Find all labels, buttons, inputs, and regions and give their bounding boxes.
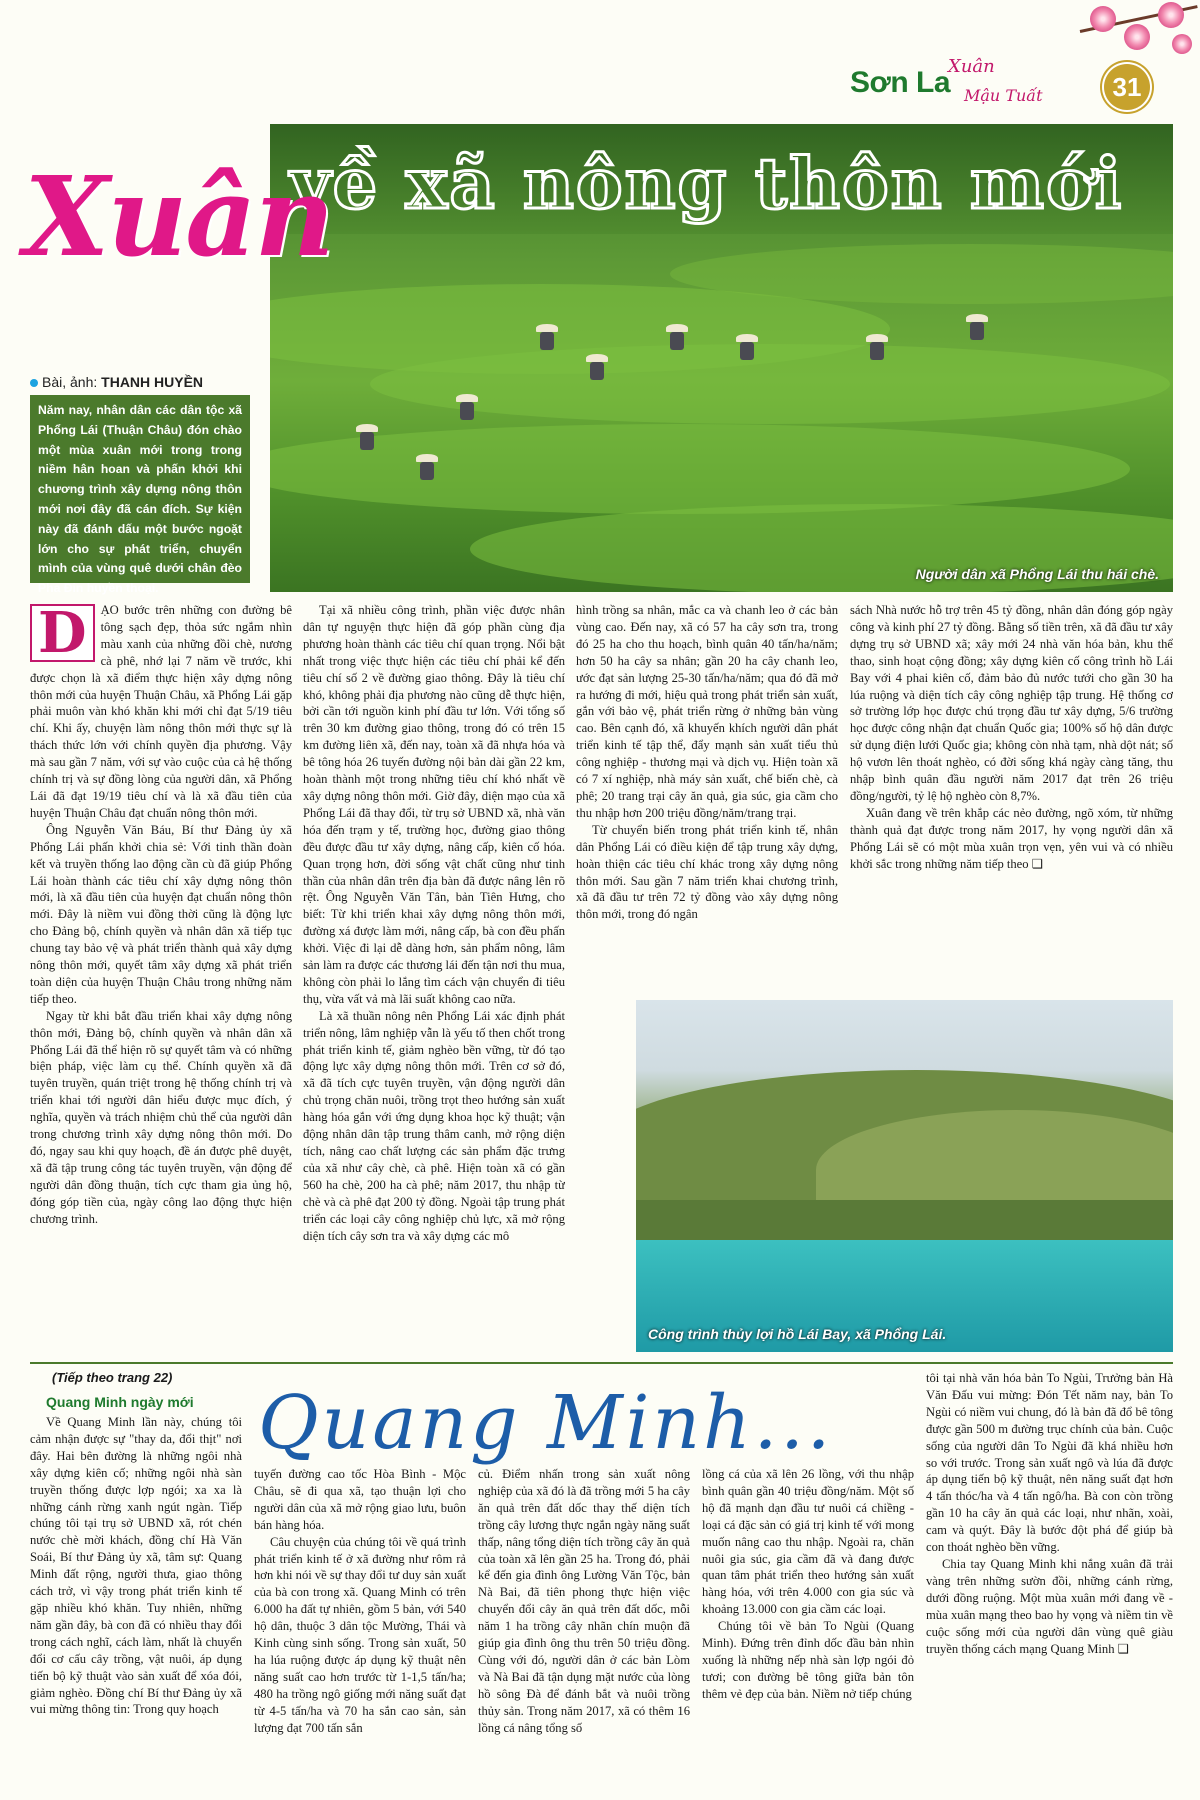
lake-photo bbox=[636, 1000, 1173, 1352]
paragraph: Chia tay Quang Minh khi nắng xuân đã trải vàng trên những sườn đồi, những cánh rừng, dưới đồng ruộng. Một mùa xuân mới đang về - mùa xuân mạng theo bao hy vọng và niềm tin về cuộc sống mới của người dân vùng quê giàu truyền thống cách mạng Quang Minh ❑ bbox=[926, 1556, 1173, 1656]
masthead-region: Sơn La bbox=[850, 66, 951, 99]
masthead-edition-year: Mậu Tuất bbox=[964, 86, 1043, 105]
photo2-caption: Công trình thủy lợi hồ Lái Bay, xã Phổng Lái. bbox=[648, 1326, 947, 1342]
byline-author: THANH HUYỀN bbox=[101, 374, 204, 390]
article1-column-2 bbox=[303, 602, 565, 1354]
blossom-decoration bbox=[1080, 0, 1200, 60]
paragraph: Về Quang Minh lần này, chúng tôi cảm nhận được sự "thay da, đổi thịt" nơi đây. Hai bên đường là những ngôi nhà xây dựng kiên cố; những ngôi nhà sàn truyền thống được lợp ngói; xa xa là những cánh rừng xanh ngút ngàn. Tiếp chúng tôi tại trụ sở UBND xã, rót chén nước chè mời khách, đồng chí Hà Văn Soái, Bí thư Đảng ủy xã, tâm sự: Quang Minh đất rộng, người thưa, giao thông cách trở, vì vậy trong phát triển kinh tế gặp nhiều khó khăn. Tuy nhiên, những năm gần đây, bà con đã có nhiều thay đổi trong cách nghĩ, cách làm, nhất là chuyển đổi cơ cấu cây trồng, vật nuôi, áp dụng tiến bộ kỹ thuật vào sản xuất để xóa đói, giảm nghèo. Đồng chí Bí thư Đảng ủy xã vui mừng thông tin: Trong quy hoạch bbox=[30, 1415, 242, 1717]
article1-column-3 bbox=[576, 602, 838, 994]
byline-prefix: Bài, ảnh: bbox=[42, 374, 98, 390]
dropcap: D bbox=[30, 604, 95, 662]
paragraph: sách Nhà nước hỗ trợ trên 45 tỷ đồng, nhân dân đóng góp ngày công và kinh phí 27 tỷ đồng. Bằng số tiền trên, xã đã đầu tư xây dựng trụ sở UBND xã; xây mới 24 nhà văn hóa bản, khu thể thao, sinh hoạt cộng đồng; xây dựng kiên cố công trình hồ Lái Bay với 4 phai kiên cố, đảm bảo đủ nước tưới cho gần 30 ha lúa ruộng và diện tích cây công nghiệp tập trung. Hệ thống cơ sở trường lớp học được chú trọng đầu tư xây dựng, 5/6 trường học được công nhận đạt chuẩn Quốc gia; 100% số hộ dân được sử dụng điện lưới Quốc gia; không còn nhà tạm, nhà dột nát; số hộ vươn lên thoát nghèo, có đời sống khá ngày càng tăng, thu nhập bình quân đầu người năm 2017 đạt trên 26 triệu đồng/người, tỷ lệ hộ nghèo còn 8,7%. bbox=[850, 603, 1173, 803]
masthead-edition-xuan: Xuân bbox=[948, 56, 995, 77]
paragraph: Tại xã nhiều công trình, phần việc được nhân dân tự nguyện thực hiện đã góp phần cùng địa phương hoàn thành các tiêu chí quan trọng. Nổi bật nhất trong việc thực hiện các tiêu chí phải kể đến tiêu chí số 2 về đường giao thông. Đây là tiêu chí khó, không phải địa phương nào cũng dễ thực hiện, bởi cần tới nguồn kinh phí đầu tư lớn. Với tổng số trên 30 km đường giao thông, trong đó có trên 15 km đường liên xã, đến nay, toàn xã đã nhựa hóa và bê tông hóa 26 tuyến đường nội bản dài gần 22 km, hoàn thành một trong những tiêu chí khó nhất về xây dựng nông thôn mới. Giờ đây, diện mạo của xã Phổng Lái đã thay đổi, từ trụ sở UBND xã, nhà văn hóa đến trạm y tế, trường học, đường giao thông đều được đầu tư xây dựng, nâng cấp, kiên cố hóa. Quan trọng hơn, đời sống vật chất cũng như tinh thần của nhân dân trên địa bàn đã được nâng lên rõ rệt. Ông Nguyễn Văn Tân, bản Tiên Hưng, cho biết: Từ khi triển khai xây dựng nông thôn mới, đường xá được làm mới, nâng cấp, bà con đều phấn khởi. Việc đi lại dễ dàng hơn, sản phẩm nông, lâm sản làm ra được các thương lái đến tận nơi thu mua, không còn phải lo lắng tìm cách vận chuyển đi tiêu thụ, vừa vất vả mà lãi suất không cao nữa. bbox=[303, 603, 565, 1006]
section-divider bbox=[30, 1362, 1173, 1364]
article2-title: Quang Minh... bbox=[258, 1380, 834, 1466]
paragraph: tôi tại nhà văn hóa bản To Ngùi, Trưởng bản Hà Văn Đấu vui mừng: Đón Tết năm nay, bản To Ngùi có niềm vui chung, đó là bản đã đổ bê tông được gần 500 m đường trục chính của bản. Cuộc sống của người dân To Ngùi đã khá nhiều hơn so với trước. Trong sản xuất ngô và lúa đã được áp dụng tiến bộ kỹ thuật, nên năng suất đạt hơn 4 tấn thóc/ha và 4 tấn ngô/ha. Bà con còn trồng gần 10 ha cây ăn quả các loại, như nhãn, xoài, cam và quýt. Đây là bước đột phá để giúp bà con thoát nghèo bền vững. bbox=[926, 1371, 1173, 1555]
paragraph: Xuân đang về trên khắp các nẻo đường, ngõ xóm, từ những thành quả đạt được trong năm 2017, hy vọng người dân xã Phổng Lái sẽ có một mùa xuân trọn vẹn, yên vui và có nhiều khởi sắc trong những năm tiếp theo ❑ bbox=[850, 805, 1173, 871]
paragraph: lồng cá của xã lên 26 lồng, với thu nhập bình quân gần 40 triệu đồng/năm. Một số hộ đã mạnh dạn đầu tư nuôi cá chiềng - loại cá đặc sản có giá trị kinh tế với mong muốn nâng cao thu nhập. Ngoài ra, chăn nuôi gia súc, gia cầm đã và đang được quan tâm phát triển theo hướng sản xuất hàng hóa, với trên 4.000 con gia súc và khoảng 13.000 con gia cầm các loại. bbox=[702, 1467, 914, 1617]
article1-title-xuan: Xuân bbox=[24, 152, 333, 281]
page-number: 31 bbox=[1104, 64, 1150, 110]
article1-lead: Năm nay, nhân dân các dân tộc xã Phổng Lái (Thuận Châu) đón chào một mùa xuân mới trong trong niềm hân hoan và phấn khởi khi chương trình xây dựng nông thôn mới nơi đây đã cán đích. Sự kiện này đã đánh dấu một bước ngoặt lớn cho sự phát triển, chuyển mình của vùng quê dưới chân đèo Pha Đin huyền thoại. bbox=[30, 395, 250, 583]
paragraph: Chúng tôi về bản To Ngùi (Quang Minh). Đứng trên đỉnh dốc đầu bản nhìn xuống là những nếp nhà sàn lợp ngói đỏ tươi; con đường bê tông giữa bản tôn thêm vẻ đẹp của bản. Niềm nở tiếp chúng bbox=[702, 1619, 914, 1701]
paragraph: hình trồng sa nhân, mắc ca và chanh leo ở các bản vùng cao. Đến nay, xã có 57 ha cây sơn tra, trong đó 25 ha cho thu hoạch, bình quân 40 tấn/ha/năm; hơn 50 ha cây sa nhân; gần 20 ha cây chanh leo, ước đạt sản lượng 25-30 tấn/ha/năm; qua đó đã mở ra hướng đi mới, hiệu quả trong phát triển sản xuất, gắn với bảo vệ, phát triển rừng ở những bản vùng cao. Bên cạnh đó, xã khuyến khích người dân phát triển kinh tế tập thể, đẩy mạnh sản xuất tiểu thủ công nghiệp - thương mại và dịch vụ. Hiện toàn xã có 7 xí nghiệp, nhà máy sản xuất, chế biến chè, cà phê; 20 trang trại cây ăn quả, gia súc, gia cầm cho thu nhập hơn 200 triệu đồng/năm/trang trại. bbox=[576, 603, 838, 820]
paragraph: Là xã thuần nông nên Phổng Lái xác định phát triển nông, lâm nghiệp vẫn là yếu tố then chốt trong phát triển kinh tế, giảm nghèo bền vững, từ đó tạo động lực xây dựng nông thôn mới. Trên cơ sở đó, xã đã tích cực tuyên truyền, vận động người dân chủ trọng chăn nuôi, trồng trọt theo hướng sản xuất hàng hóa gắn với ứng dụng khoa học kỹ thuật; vận động nhân dân tập trung thâm canh, mở rộng diện tích, nâng cao chất lượng các sản phẩm đặc trưng của xã như cây chè, cà phê. Hiện toàn xã có gần 560 ha chè, 200 ha cà phê; năm 2017, thu nhập từ chè và cà phê đạt 200 tỷ đồng. Ngoài tập trung phát triển các loại cây công nghiệp chủ lực, xã mở rộng diện tích cây sơn tra và xây dựng các mô bbox=[303, 1008, 565, 1243]
paragraph: Từ chuyển biến trong phát triển kinh tế, nhân dân Phổng Lái có điều kiện để tập trung xây dựng, hoàn thiện các tiêu chí khác trong xây dựng nông thôn mới. Sau gần 7 năm triển khai chương trình, xã đã đầu tư trên 72 tỷ đồng vào xây dựng nông thôn mới, trong đó ngân bbox=[576, 822, 838, 922]
paragraph: Ông Nguyễn Văn Báu, Bí thư Đảng ủy xã Phổng Lái phấn khởi chia sẻ: Với tinh thần đoàn kết và truyền thống lao động cần cù đã giúp Phổng Lái hoàn thành các tiêu chí xây dựng nông thôn mới, là xã đầu tiên của huyện đạt chuẩn nông thôn mới. Đây là niềm vui đồng thời cũng là động lực cho Đảng bộ, chính quyền và nhân dân xã tiếp tục chung tay bảo vệ và phát triển thành quả xây dựng nông thôn mới, quyết tâm xây dựng xã phát triển toàn diện của huyện Thuận Châu trong những năm tiếp theo. bbox=[30, 822, 292, 1006]
article2-column-1 bbox=[30, 1414, 242, 1794]
article2-subhead: Quang Minh ngày mới bbox=[46, 1394, 194, 1410]
article2-column-3 bbox=[478, 1466, 690, 1794]
paragraph: ẠO bước trên những con đường bê tông sạch đẹp, thỏa sức ngắm nhìn màu xanh của những đồi chè, nương cà phê, nhớ lại 7 năm về trước, khi được chọn là xã điểm thực hiện xây dựng nông thôn mới của huyện Thuận Châu, xã Phổng Lái gặp phải muôn vàn khó khăn khi mới chỉ đạt 5/19 tiêu chí. Khi ấy, chuyện làm nông thôn mới thực sự là thách thức lớn với chính quyền địa phương. Vậy mà sau gần 7 năm, với sự vào cuộc của cả hệ thống chính trị và sự đồng lòng của người dân, xã Phổng Lái đã đạt 19/19 tiêu chí và là xã đầu tiên của huyện Thuận Châu đạt chuẩn nông thôn mới. bbox=[30, 603, 292, 820]
article2-column-5 bbox=[926, 1370, 1173, 1794]
byline bbox=[30, 374, 203, 390]
bullet-icon bbox=[30, 379, 38, 387]
paragraph: củ. Điểm nhấn trong sản xuất nông nghiệp của xã đó là đã trồng mới 5 ha cây ăn quả trên đất dốc thay thế diện tích trồng cây lương thực ngắn ngày năng suất thấp, nâng tổng diện tích trồng cây ăn quả của toàn xã lên gần 25 ha. Trong đó, phải kể đến gia đình ông Lường Văn Tộc, bản Nà Bai, đã tiên phong thực hiện việc chuyển đổi cây ăn quả trên đất dốc, mỗi năm 1 ha trồng cây nhãn chín muộn đã giúp gia đình ông thu trên 50 triệu đồng. Cùng với đó, người dân ở các bản Lòm và Nà Bai đã tận dụng mặt nước của lòng hồ sông Đà để đánh bắt và nuôi trồng thủy sản. Trong năm 2017, xã có thêm 16 lồng cá nâng tổng số bbox=[478, 1467, 690, 1735]
article2-column-2 bbox=[254, 1466, 466, 1794]
photo1-caption: Người dân xã Phổng Lái thu hái chè. bbox=[915, 566, 1159, 582]
article2-column-4 bbox=[702, 1466, 914, 1794]
paragraph: tuyến đường cao tốc Hòa Bình - Mộc Châu, sẽ đi qua xã, tạo thuận lợi cho người dân của xã mở rộng giao lưu, buôn bán hàng hóa. bbox=[254, 1467, 466, 1532]
paragraph: Câu chuyện của chúng tôi về quá trình phát triển kinh tế ở xã đường như rôm rả hơn khi nói về sự thay đổi tư duy sản xuất của bà con trong xã. Quang Minh có trên 6.000 ha đất tự nhiên, gồm 5 bản, với 540 hộ dân, thuộc 3 dân tộc Mường, Thái và Kinh cùng sinh sống. Trong sản xuất, 50 ha lúa ruộng được áp dụng kỹ thuật nên năng suất cao hơn trước từ 1-1,5 tấn/ha; 480 ha trồng ngô giống mới năng suất đạt từ 4-5 tấn/ha và 70 ha sắn cao sản, sản lượng đạt 700 tấn sắn bbox=[254, 1534, 466, 1735]
article1-column-4 bbox=[850, 602, 1173, 994]
continued-note: (Tiếp theo trang 22) bbox=[52, 1370, 173, 1385]
article1-title: về xã nông thôn mới bbox=[290, 142, 1124, 225]
paragraph: Ngay từ khi bắt đầu triển khai xây dựng nông thôn mới, Đảng bộ, chính quyền và nhân dân xã Phổng Lái đã thể hiện rõ sự quyết tâm và có những biện pháp, việc làm cụ thể. Chính quyền xã đã tuyên truyền, quán triệt trong hệ thống chính trị và triển khai tới người dân hiểu được mục đích, ý nghĩa, quyền và trách nhiệm chủ thể của người dân trong chương trình xây dựng nông thôn mới. Do đó, ngay sau khi quy hoạch, đề án được phê duyệt, xã đã tập trung công tác tuyên truyền, vận động để người dân đồng thuận, tích cực tham gia ủng hộ, đóng góp tiền của, ngày công lao động thực hiện chương trình. bbox=[30, 1008, 292, 1226]
article1-column-1 bbox=[30, 602, 292, 1354]
